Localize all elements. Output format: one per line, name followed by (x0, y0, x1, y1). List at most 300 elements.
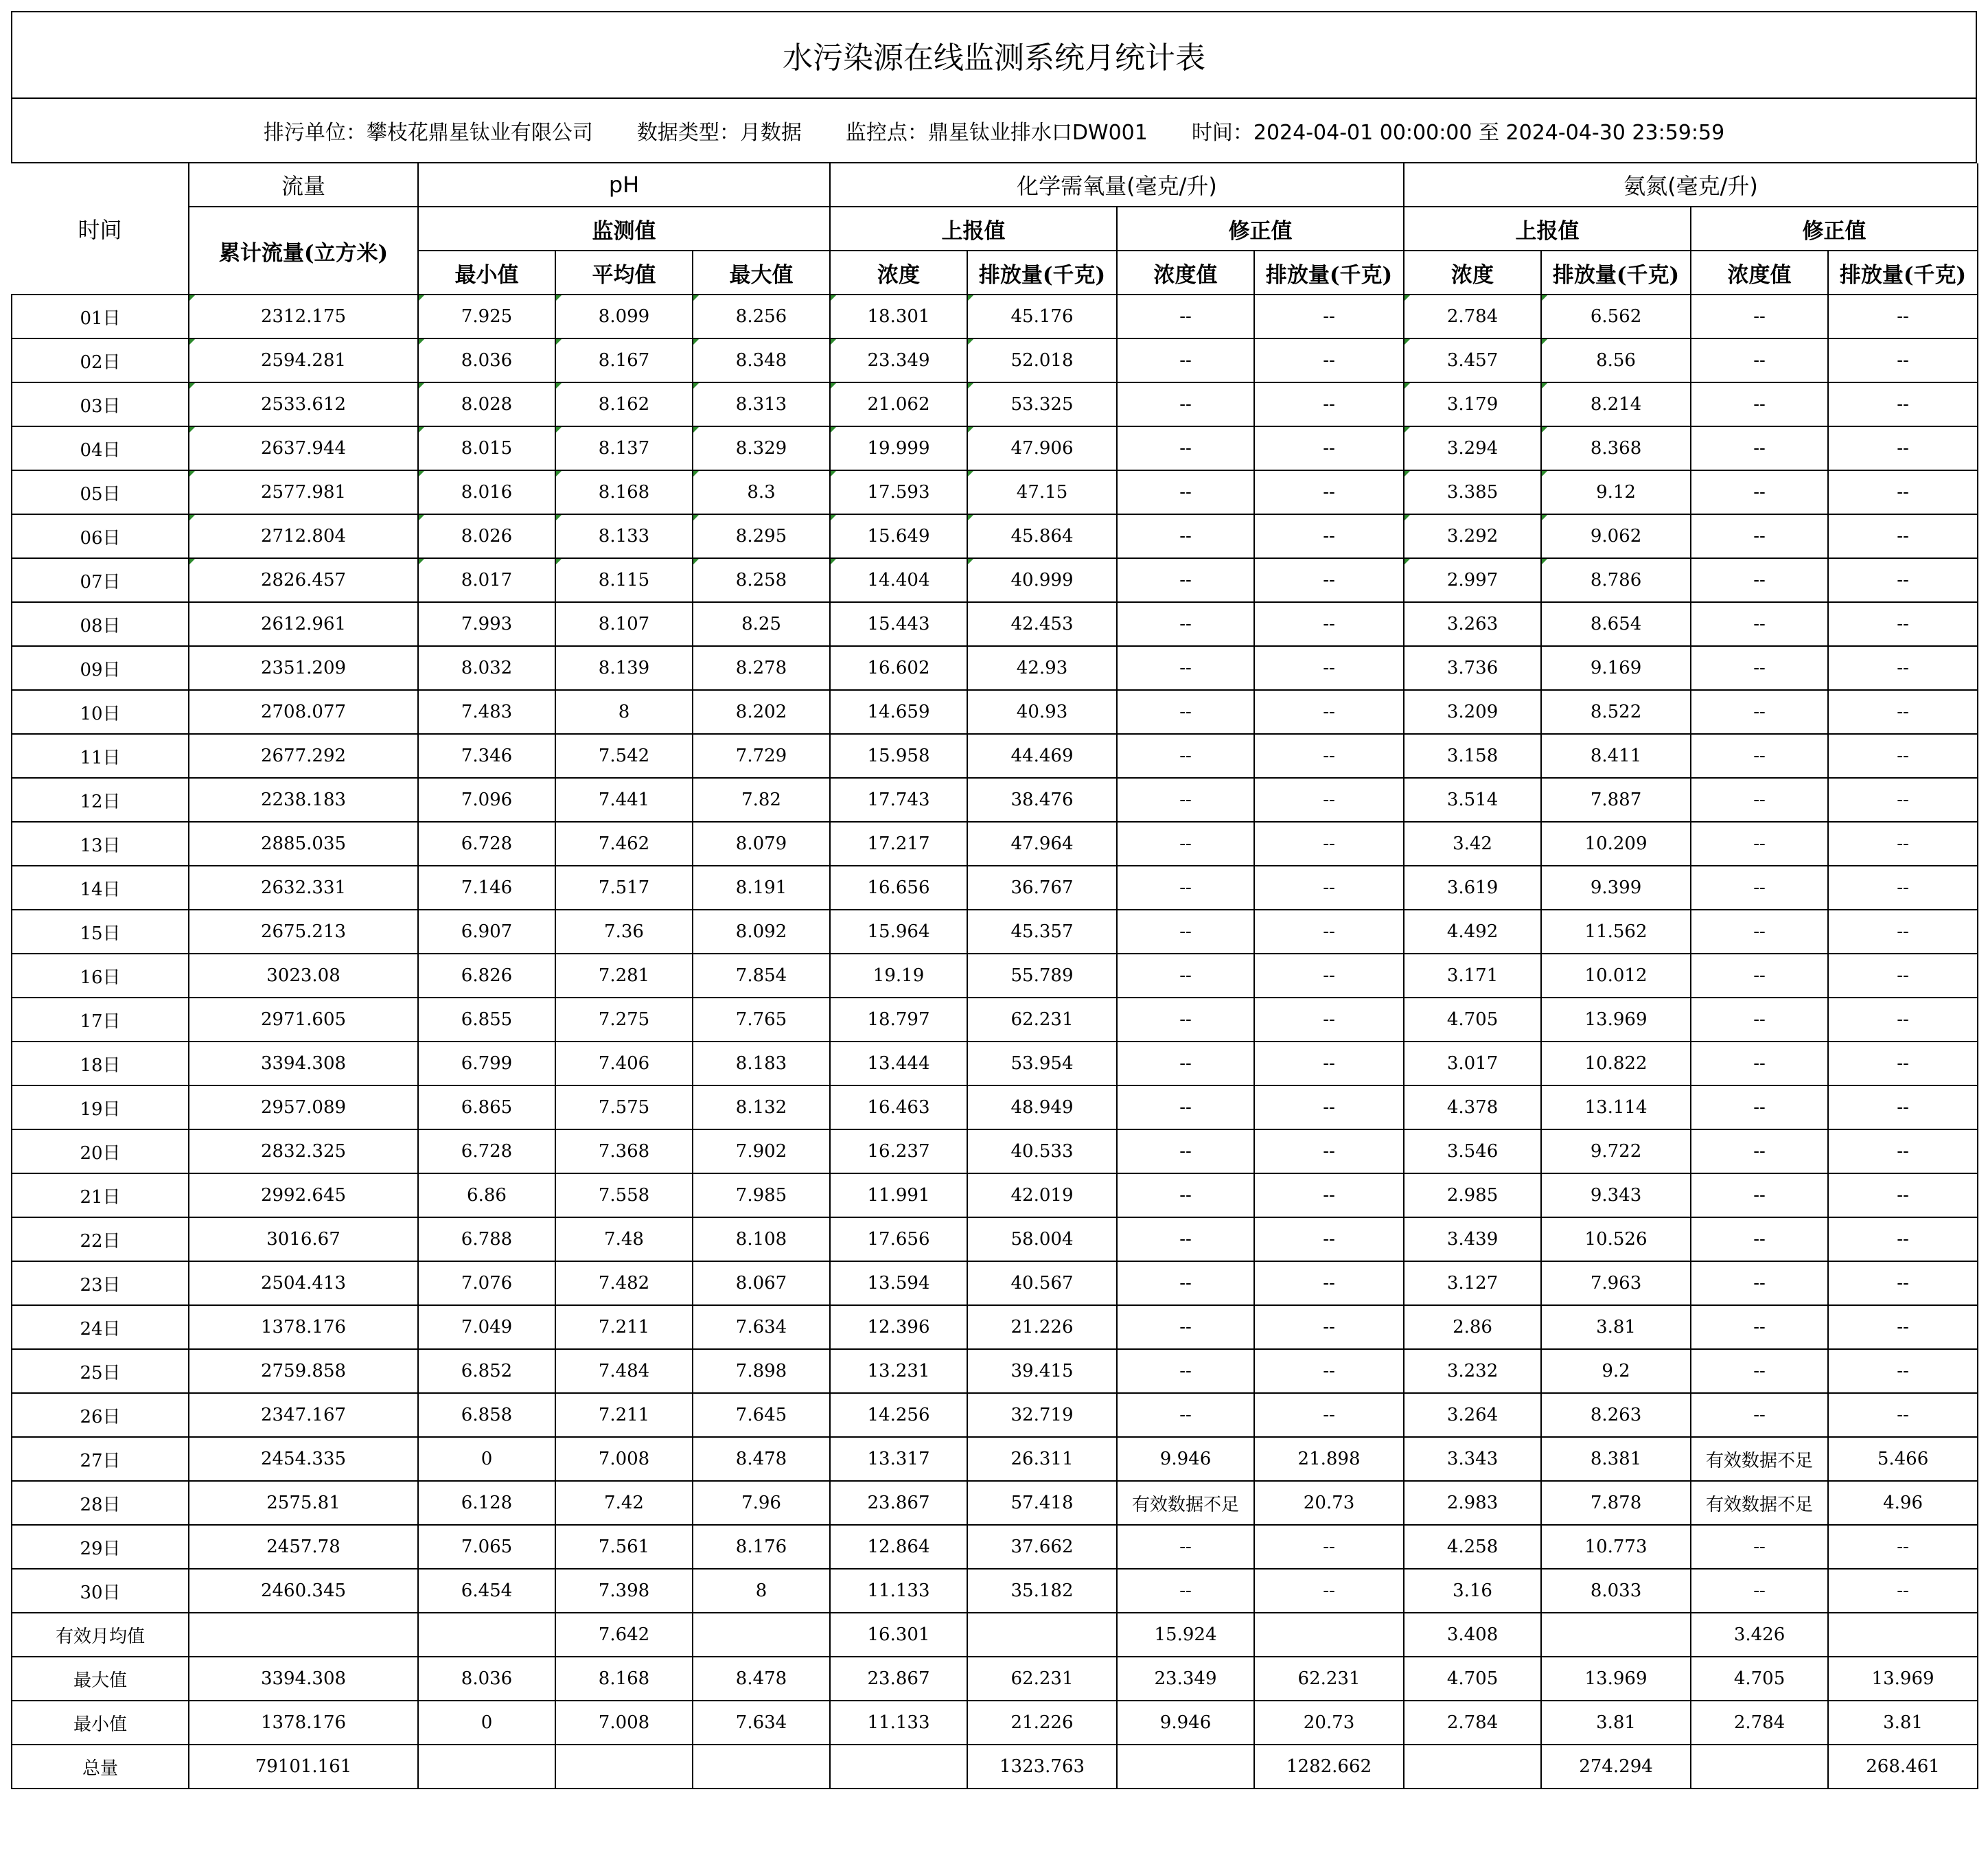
cell-ph-min: 0 (418, 1437, 555, 1481)
cell-cod-corr-emission: 1282.662 (1254, 1745, 1404, 1789)
cell-nh3-conc: 2.784 (1404, 295, 1541, 338)
cell-cum-flow: 2826.457 (189, 558, 418, 602)
cell-cod-conc: 15.649 (830, 514, 967, 558)
cell-cod-corr-conc: -- (1117, 734, 1254, 778)
cell-nh3-corr-emission: -- (1828, 778, 1978, 822)
cell-nh3-corr-conc: -- (1691, 1393, 1828, 1437)
cell-nh3-corr-emission: -- (1828, 866, 1978, 910)
cell-nh3-conc: 3.343 (1404, 1437, 1541, 1481)
cell-nh3-corr-conc: -- (1691, 426, 1828, 470)
cell-cod-emission: 47.964 (967, 822, 1117, 866)
cell-nh3-emission: 9.062 (1541, 514, 1691, 558)
table-row (12, 778, 1978, 822)
cell-ph-max: 8.183 (693, 1042, 830, 1085)
cell-ph-min: 6.128 (418, 1481, 555, 1525)
cell-cod-corr-conc: -- (1117, 998, 1254, 1042)
cell-cod-emission: 52.018 (967, 338, 1117, 382)
cell-cod-conc: 16.656 (830, 866, 967, 910)
table-row (12, 822, 1978, 866)
cell-ph-avg: 7.48 (555, 1217, 693, 1261)
cell-ph-avg: 8 (555, 690, 693, 734)
cell-cod-emission: 40.999 (967, 558, 1117, 602)
cell-ph-max: 7.634 (693, 1701, 830, 1745)
cell-cod-corr-conc: 23.349 (1117, 1657, 1254, 1701)
cell-nh3-corr-emission: -- (1828, 1525, 1978, 1569)
cell-cod-corr-conc: -- (1117, 1042, 1254, 1085)
cell-time: 28日 (12, 1481, 189, 1525)
cell-cod-corr-conc: 9.946 (1117, 1437, 1254, 1481)
cell-ph-min: 6.826 (418, 954, 555, 998)
cell-cum-flow (189, 1613, 418, 1657)
cell-ph-min: 7.065 (418, 1525, 555, 1569)
table-row (12, 734, 1978, 778)
cell-nh3-emission: 9.12 (1541, 470, 1691, 514)
cell-cod-conc: 14.404 (830, 558, 967, 602)
cell-time: 08日 (12, 602, 189, 646)
cell-cum-flow: 1378.176 (189, 1701, 418, 1745)
cell-cod-conc: 17.593 (830, 470, 967, 514)
table-row (12, 338, 1978, 382)
cell-cum-flow: 2454.335 (189, 1437, 418, 1481)
header-cod: 化学需氧量(毫克/升) (830, 163, 1404, 207)
cell-cod-conc: 15.958 (830, 734, 967, 778)
cell-nh3-emission: 10.822 (1541, 1042, 1691, 1085)
cell-cod-corr-conc: -- (1117, 778, 1254, 822)
cell-nh3-corr-conc: -- (1691, 690, 1828, 734)
cell-cum-flow: 2992.645 (189, 1173, 418, 1217)
header-cod-corrected: 修正值 (1117, 207, 1404, 251)
cell-nh3-emission: 8.381 (1541, 1437, 1691, 1481)
cell-nh3-emission: 9.169 (1541, 646, 1691, 690)
cell-cod-corr-conc: -- (1117, 954, 1254, 998)
cell-cod-corr-conc: -- (1117, 602, 1254, 646)
cell-nh3-corr-emission: 3.81 (1828, 1701, 1978, 1745)
cell-cod-corr-emission: -- (1254, 1569, 1404, 1613)
cell-ph-min: 7.483 (418, 690, 555, 734)
cell-time: 12日 (12, 778, 189, 822)
cell-nh3-corr-conc: -- (1691, 514, 1828, 558)
cell-cod-corr-conc: -- (1117, 646, 1254, 690)
cell-ph-max: 8.478 (693, 1437, 830, 1481)
cell-nh3-emission: 10.012 (1541, 954, 1691, 998)
cell-cum-flow: 2347.167 (189, 1393, 418, 1437)
cell-cod-conc: 23.867 (830, 1657, 967, 1701)
header-cum-flow: 累计流量(立方米) (189, 207, 418, 295)
cell-cod-corr-conc: -- (1117, 690, 1254, 734)
cell-nh3-corr-emission: -- (1828, 514, 1978, 558)
cell-cod-corr-emission: -- (1254, 602, 1404, 646)
cell-cum-flow: 2712.804 (189, 514, 418, 558)
cell-time: 13日 (12, 822, 189, 866)
cell-ph-max (693, 1613, 830, 1657)
table-row (12, 1437, 1978, 1481)
header-nh3-reported: 上报值 (1404, 207, 1691, 251)
cell-cod-corr-conc: 9.946 (1117, 1701, 1254, 1745)
cell-cod-corr-conc (1117, 1745, 1254, 1789)
cell-nh3-emission: 8.786 (1541, 558, 1691, 602)
cell-nh3-corr-conc: -- (1691, 338, 1828, 382)
cell-cod-corr-emission: -- (1254, 910, 1404, 954)
cell-ph-avg: 7.575 (555, 1085, 693, 1129)
cell-ph-min (418, 1613, 555, 1657)
cell-nh3-conc: 4.492 (1404, 910, 1541, 954)
cell-cum-flow: 3394.308 (189, 1657, 418, 1701)
header-ph: pH (418, 163, 830, 207)
cell-cod-conc: 13.231 (830, 1349, 967, 1393)
cell-ph-avg: 7.36 (555, 910, 693, 954)
cell-nh3-corr-conc: 有效数据不足 (1691, 1481, 1828, 1525)
cell-cod-corr-conc: -- (1117, 558, 1254, 602)
header-cod-corr-emission: 排放量(千克) (1254, 251, 1404, 295)
cell-cod-conc: 23.349 (830, 338, 967, 382)
monthly-statistics-table (11, 163, 1978, 1789)
cell-nh3-corr-emission: -- (1828, 558, 1978, 602)
cell-ph-min: 6.855 (418, 998, 555, 1042)
cell-nh3-corr-emission: -- (1828, 690, 1978, 734)
cell-nh3-corr-emission: -- (1828, 1569, 1978, 1613)
cell-cod-conc: 19.19 (830, 954, 967, 998)
cell-time: 16日 (12, 954, 189, 998)
cell-nh3-corr-emission: -- (1828, 1173, 1978, 1217)
header-ph-avg: 平均值 (555, 251, 693, 295)
cell-ph-min: 6.728 (418, 1129, 555, 1173)
cell-cod-emission: 35.182 (967, 1569, 1117, 1613)
cell-cod-corr-emission: -- (1254, 954, 1404, 998)
cell-nh3-conc: 4.378 (1404, 1085, 1541, 1129)
cell-nh3-conc: 3.209 (1404, 690, 1541, 734)
cell-nh3-corr-emission: -- (1828, 1042, 1978, 1085)
table-body (12, 295, 1978, 1789)
cell-cod-conc: 14.256 (830, 1393, 967, 1437)
cell-nh3-emission: 8.214 (1541, 382, 1691, 426)
cell-nh3-corr-emission: -- (1828, 1305, 1978, 1349)
cell-nh3-corr-conc: -- (1691, 1217, 1828, 1261)
cell-cum-flow: 3016.67 (189, 1217, 418, 1261)
report-title: 水污染源在线监测系统月统计表 (11, 11, 1977, 99)
cell-cod-corr-emission: -- (1254, 646, 1404, 690)
header-ph-min: 最小值 (418, 251, 555, 295)
cell-cod-corr-emission: -- (1254, 1305, 1404, 1349)
cell-ph-avg: 8.099 (555, 295, 693, 338)
cell-ph-min: 8.036 (418, 1657, 555, 1701)
cell-cod-corr-emission: -- (1254, 295, 1404, 338)
cell-cum-flow: 2675.213 (189, 910, 418, 954)
cell-cum-flow: 2708.077 (189, 690, 418, 734)
table-row (12, 470, 1978, 514)
cell-ph-avg: 7.368 (555, 1129, 693, 1173)
cell-ph-avg: 7.211 (555, 1393, 693, 1437)
cell-cod-corr-conc: -- (1117, 1129, 1254, 1173)
cell-nh3-conc: 4.705 (1404, 998, 1541, 1042)
cell-cod-corr-conc: -- (1117, 426, 1254, 470)
cell-nh3-emission: 11.562 (1541, 910, 1691, 954)
cell-cod-emission: 48.949 (967, 1085, 1117, 1129)
cell-cod-corr-conc: -- (1117, 1569, 1254, 1613)
cell-ph-avg: 8.167 (555, 338, 693, 382)
cell-cod-conc: 17.217 (830, 822, 967, 866)
cell-nh3-corr-emission: -- (1828, 382, 1978, 426)
cell-cod-corr-emission: -- (1254, 1217, 1404, 1261)
cell-ph-min: 8.032 (418, 646, 555, 690)
cell-nh3-conc: 2.784 (1404, 1701, 1541, 1745)
cell-ph-max: 8.295 (693, 514, 830, 558)
cell-ph-min: 8.028 (418, 382, 555, 426)
cell-nh3-corr-conc: -- (1691, 1173, 1828, 1217)
cell-ph-max: 7.645 (693, 1393, 830, 1437)
cell-ph-max: 7.898 (693, 1349, 830, 1393)
cell-nh3-corr-emission: 268.461 (1828, 1745, 1978, 1789)
cell-nh3-corr-conc: -- (1691, 866, 1828, 910)
header-cod-conc-val: 浓度值 (1117, 251, 1254, 295)
cell-time: 07日 (12, 558, 189, 602)
time-label: 时间： (1191, 121, 1253, 145)
cell-ph-max: 8.092 (693, 910, 830, 954)
cell-cum-flow: 2238.183 (189, 778, 418, 822)
cell-nh3-conc: 2.983 (1404, 1481, 1541, 1525)
table-row (12, 646, 1978, 690)
cell-cum-flow: 2312.175 (189, 295, 418, 338)
cell-cum-flow: 79101.161 (189, 1745, 418, 1789)
cell-nh3-emission: 3.81 (1541, 1701, 1691, 1745)
cell-ph-min: 7.049 (418, 1305, 555, 1349)
cell-cod-corr-conc: -- (1117, 1261, 1254, 1305)
table-row (12, 1393, 1978, 1437)
cell-nh3-corr-emission: -- (1828, 646, 1978, 690)
cell-time: 20日 (12, 1129, 189, 1173)
cell-cum-flow: 2759.858 (189, 1349, 418, 1393)
cell-nh3-corr-emission: -- (1828, 1217, 1978, 1261)
cell-ph-min: 6.858 (418, 1393, 555, 1437)
cell-nh3-emission: 13.114 (1541, 1085, 1691, 1129)
cell-nh3-corr-conc: -- (1691, 382, 1828, 426)
cell-nh3-corr-conc: -- (1691, 1261, 1828, 1305)
cell-cod-corr-emission: -- (1254, 866, 1404, 910)
cell-cod-conc (830, 1745, 967, 1789)
cell-ph-avg: 7.008 (555, 1701, 693, 1745)
header-cod-conc: 浓度 (830, 251, 967, 295)
cell-nh3-emission: 13.969 (1541, 998, 1691, 1042)
cell-cod-conc: 13.444 (830, 1042, 967, 1085)
cell-nh3-conc: 3.017 (1404, 1042, 1541, 1085)
cell-cum-flow: 2885.035 (189, 822, 418, 866)
cell-nh3-corr-conc: 4.705 (1691, 1657, 1828, 1701)
cell-time: 09日 (12, 646, 189, 690)
cell-nh3-conc: 2.985 (1404, 1173, 1541, 1217)
cell-nh3-conc: 3.42 (1404, 822, 1541, 866)
cell-nh3-emission: 3.81 (1541, 1305, 1691, 1349)
cell-cod-conc: 12.864 (830, 1525, 967, 1569)
cell-nh3-corr-conc: -- (1691, 646, 1828, 690)
header-nh3-conc: 浓度 (1404, 251, 1541, 295)
cell-ph-min (418, 1745, 555, 1789)
cell-ph-max: 7.854 (693, 954, 830, 998)
cell-time: 有效月均值 (12, 1613, 189, 1657)
cell-ph-avg: 8.133 (555, 514, 693, 558)
cell-nh3-corr-conc: -- (1691, 1569, 1828, 1613)
cell-cod-conc: 15.443 (830, 602, 967, 646)
cell-cum-flow: 2632.331 (189, 866, 418, 910)
table-row (12, 1173, 1978, 1217)
time-range-value: 2024-04-01 00:00:00 至 2024-04-30 23:59:59 (1253, 121, 1725, 145)
cell-cod-emission: 42.019 (967, 1173, 1117, 1217)
cell-cod-conc: 11.133 (830, 1701, 967, 1745)
table-row (12, 1701, 1978, 1745)
table-row (12, 426, 1978, 470)
cell-cod-corr-emission: 21.898 (1254, 1437, 1404, 1481)
cell-ph-min: 8.016 (418, 470, 555, 514)
cell-nh3-corr-emission: -- (1828, 1393, 1978, 1437)
cell-nh3-conc: 3.408 (1404, 1613, 1541, 1657)
cell-nh3-emission: 7.887 (1541, 778, 1691, 822)
cell-ph-min: 7.146 (418, 866, 555, 910)
cell-nh3-corr-emission: -- (1828, 470, 1978, 514)
cell-nh3-corr-conc: -- (1691, 602, 1828, 646)
cell-nh3-conc: 2.86 (1404, 1305, 1541, 1349)
cell-ph-avg: 7.281 (555, 954, 693, 998)
cell-cod-corr-conc: 15.924 (1117, 1613, 1254, 1657)
table-row (12, 1745, 1978, 1789)
cell-time: 05日 (12, 470, 189, 514)
cell-time: 04日 (12, 426, 189, 470)
cell-ph-min: 7.076 (418, 1261, 555, 1305)
cell-nh3-corr-conc: -- (1691, 1129, 1828, 1173)
cell-cod-corr-conc: -- (1117, 822, 1254, 866)
cell-cod-emission: 26.311 (967, 1437, 1117, 1481)
cell-nh3-conc: 3.514 (1404, 778, 1541, 822)
cell-cod-conc: 15.964 (830, 910, 967, 954)
cell-nh3-corr-emission (1828, 1613, 1978, 1657)
cell-nh3-emission: 7.963 (1541, 1261, 1691, 1305)
header-ph-max: 最大值 (693, 251, 830, 295)
cell-nh3-corr-conc: -- (1691, 1042, 1828, 1085)
cell-ph-max: 8.256 (693, 295, 830, 338)
cell-cod-corr-emission: -- (1254, 1393, 1404, 1437)
cell-nh3-corr-emission: -- (1828, 602, 1978, 646)
cell-nh3-conc: 3.127 (1404, 1261, 1541, 1305)
cell-cod-emission: 62.231 (967, 998, 1117, 1042)
cell-cod-corr-conc: -- (1117, 1393, 1254, 1437)
cell-cod-corr-emission: -- (1254, 470, 1404, 514)
cell-ph-avg: 7.275 (555, 998, 693, 1042)
cell-ph-avg: 8.168 (555, 470, 693, 514)
cell-ph-max: 8 (693, 1569, 830, 1613)
cell-cod-emission: 40.533 (967, 1129, 1117, 1173)
cell-ph-max: 8.313 (693, 382, 830, 426)
cell-time: 21日 (12, 1173, 189, 1217)
cell-cod-conc: 13.317 (830, 1437, 967, 1481)
cell-time: 22日 (12, 1217, 189, 1261)
cell-nh3-emission: 13.969 (1541, 1657, 1691, 1701)
cell-ph-max: 7.82 (693, 778, 830, 822)
cell-ph-max (693, 1745, 830, 1789)
cell-nh3-corr-conc: 有效数据不足 (1691, 1437, 1828, 1481)
cell-ph-max: 8.176 (693, 1525, 830, 1569)
table-row (12, 1569, 1978, 1613)
cell-nh3-conc: 3.385 (1404, 470, 1541, 514)
cell-time: 11日 (12, 734, 189, 778)
cell-cod-corr-conc: -- (1117, 910, 1254, 954)
cell-ph-min: 6.788 (418, 1217, 555, 1261)
cell-cod-corr-emission: -- (1254, 1525, 1404, 1569)
header-cod-reported: 上报值 (830, 207, 1117, 251)
cell-cod-corr-emission: -- (1254, 1349, 1404, 1393)
cell-cod-corr-conc: -- (1117, 470, 1254, 514)
cell-nh3-corr-emission: -- (1828, 295, 1978, 338)
cell-ph-avg: 7.517 (555, 866, 693, 910)
cell-ph-max: 8.202 (693, 690, 830, 734)
cell-nh3-corr-conc: 2.784 (1691, 1701, 1828, 1745)
cell-ph-max: 8.348 (693, 338, 830, 382)
table-row (12, 1217, 1978, 1261)
cell-cod-conc: 13.594 (830, 1261, 967, 1305)
cell-nh3-corr-conc: 3.426 (1691, 1613, 1828, 1657)
data-type: 数据类型：月数据 (636, 121, 802, 145)
table-row (12, 690, 1978, 734)
cell-cod-emission: 1323.763 (967, 1745, 1117, 1789)
cell-ph-avg: 7.406 (555, 1042, 693, 1085)
cell-time: 01日 (12, 295, 189, 338)
cell-nh3-corr-conc: -- (1691, 910, 1828, 954)
cell-cod-conc: 19.999 (830, 426, 967, 470)
table-row (12, 295, 1978, 338)
cell-ph-min: 8.026 (418, 514, 555, 558)
cell-time: 最大值 (12, 1657, 189, 1701)
table-row (12, 602, 1978, 646)
cell-cod-corr-emission: -- (1254, 778, 1404, 822)
discharge-unit: 排污单位：攀枝花鼎星钛业有限公司 (263, 121, 593, 145)
cell-cod-emission: 53.954 (967, 1042, 1117, 1085)
cell-time: 02日 (12, 338, 189, 382)
table-row (12, 1657, 1978, 1701)
cell-cod-corr-emission: -- (1254, 690, 1404, 734)
cell-cod-corr-emission: 20.73 (1254, 1481, 1404, 1525)
cell-cum-flow: 2957.089 (189, 1085, 418, 1129)
cell-cod-corr-conc: -- (1117, 1305, 1254, 1349)
cell-nh3-corr-conc: -- (1691, 295, 1828, 338)
cell-nh3-corr-conc: -- (1691, 1305, 1828, 1349)
cell-ph-avg: 7.561 (555, 1525, 693, 1569)
monitor-point: 监控点：鼎星钛业排水口DW001 (845, 121, 1148, 145)
cell-nh3-conc: 4.258 (1404, 1525, 1541, 1569)
cell-cum-flow: 2832.325 (189, 1129, 418, 1173)
cell-cod-conc: 11.991 (830, 1173, 967, 1217)
cell-ph-max: 7.729 (693, 734, 830, 778)
cell-cod-corr-emission: -- (1254, 1042, 1404, 1085)
cell-ph-avg: 8.139 (555, 646, 693, 690)
cell-nh3-conc: 3.158 (1404, 734, 1541, 778)
cell-cum-flow: 2637.944 (189, 426, 418, 470)
cell-cod-conc: 17.656 (830, 1217, 967, 1261)
cell-cod-conc: 18.301 (830, 295, 967, 338)
cell-cod-emission: 57.418 (967, 1481, 1117, 1525)
cell-time: 29日 (12, 1525, 189, 1569)
header-nh3-corr-emission: 排放量(千克) (1828, 251, 1978, 295)
cell-cod-corr-conc: -- (1117, 514, 1254, 558)
cell-cod-conc: 11.133 (830, 1569, 967, 1613)
table-row (12, 954, 1978, 998)
cell-nh3-corr-conc: -- (1691, 1085, 1828, 1129)
cell-nh3-emission: 8.263 (1541, 1393, 1691, 1437)
cell-time: 24日 (12, 1305, 189, 1349)
cell-nh3-conc: 2.997 (1404, 558, 1541, 602)
cell-cod-emission: 21.226 (967, 1305, 1117, 1349)
header-nh3: 氨氮(毫克/升) (1404, 163, 1978, 207)
cell-cod-corr-conc: -- (1117, 338, 1254, 382)
cell-cod-conc: 14.659 (830, 690, 967, 734)
cell-nh3-conc: 3.16 (1404, 1569, 1541, 1613)
cell-nh3-conc: 3.263 (1404, 602, 1541, 646)
cell-nh3-emission: 8.033 (1541, 1569, 1691, 1613)
